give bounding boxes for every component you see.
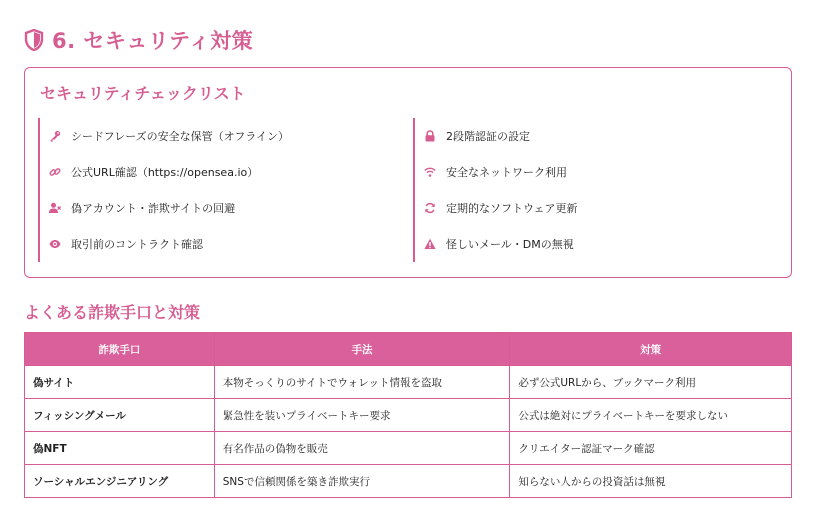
checklist-item <box>38 118 398 154</box>
wifi-icon <box>424 166 436 178</box>
refresh-icon <box>424 202 436 214</box>
table-cell: 有名作品の偽物を販売 <box>214 432 510 465</box>
table-row <box>25 399 792 432</box>
page-title: 6. セキュリティ対策 <box>52 29 254 53</box>
checklist-left-column <box>38 118 398 262</box>
table-header-row <box>25 333 792 366</box>
checklist-item <box>38 154 398 190</box>
table-cell: ソーシャルエンジニアリング <box>25 465 215 498</box>
user-x-icon <box>49 202 61 214</box>
checklist-item-label: 怪しいメール・DMの無視 <box>446 238 574 251</box>
table-cell: 偽サイト <box>25 366 215 399</box>
checklist-item-label: 定期的なソフトウェア更新 <box>446 202 578 215</box>
security-checklist-card <box>24 67 792 278</box>
checklist-item <box>413 190 773 226</box>
checklist-item <box>413 118 773 154</box>
checklist-item-label: 2段階認証の設定 <box>446 130 530 143</box>
column-header-technique: 手法 <box>214 333 510 366</box>
table-row <box>25 366 792 399</box>
warning-icon <box>424 238 436 250</box>
checklist-item <box>413 154 773 190</box>
table-cell: 必ず公式URLから、ブックマーク利用 <box>510 366 792 399</box>
scams-section-title: よくある詐欺手口と対策 <box>24 303 201 322</box>
section-heading <box>24 26 253 54</box>
checklist-right-column <box>413 118 773 262</box>
checklist-item <box>413 226 773 262</box>
checklist-item-label: 偽アカウント・詐欺サイトの回避 <box>71 202 236 215</box>
eye-icon <box>49 238 61 250</box>
table-cell: クリエイター認証マーク確認 <box>510 432 792 465</box>
table-cell: 公式は絶対にプライベートキーを要求しない <box>510 399 792 432</box>
column-header-method-name: 詐欺手口 <box>25 333 215 366</box>
shield-icon <box>24 29 44 51</box>
table-cell: 知らない人からの投資話は無視 <box>510 465 792 498</box>
table-row <box>25 465 792 498</box>
table-cell: フィッシングメール <box>25 399 215 432</box>
table-cell: 本物そっくりのサイトでウォレット情報を盗取 <box>214 366 510 399</box>
table-cell: 緊急性を装いプライベートキー要求 <box>214 399 510 432</box>
lock-icon <box>424 130 436 142</box>
link-icon <box>49 166 61 178</box>
checklist-title: セキュリティチェックリスト <box>40 84 246 103</box>
column-header-countermeasure: 対策 <box>510 333 792 366</box>
checklist-item-label: 取引前のコントラクト確認 <box>71 238 203 251</box>
checklist-item-label: 安全なネットワーク利用 <box>446 166 567 179</box>
checklist-item-label: 公式URL確認（https://opensea.io） <box>71 166 259 179</box>
checklist-item <box>38 190 398 226</box>
checklist-item <box>38 226 398 262</box>
table-cell: 偽NFT <box>25 432 215 465</box>
checklist-item-label: シードフレーズの安全な保管（オフライン） <box>71 130 290 143</box>
table-cell: SNSで信頼関係を築き詐欺実行 <box>214 465 510 498</box>
key-icon <box>49 130 61 142</box>
scams-table <box>24 332 792 498</box>
table-row <box>25 432 792 465</box>
